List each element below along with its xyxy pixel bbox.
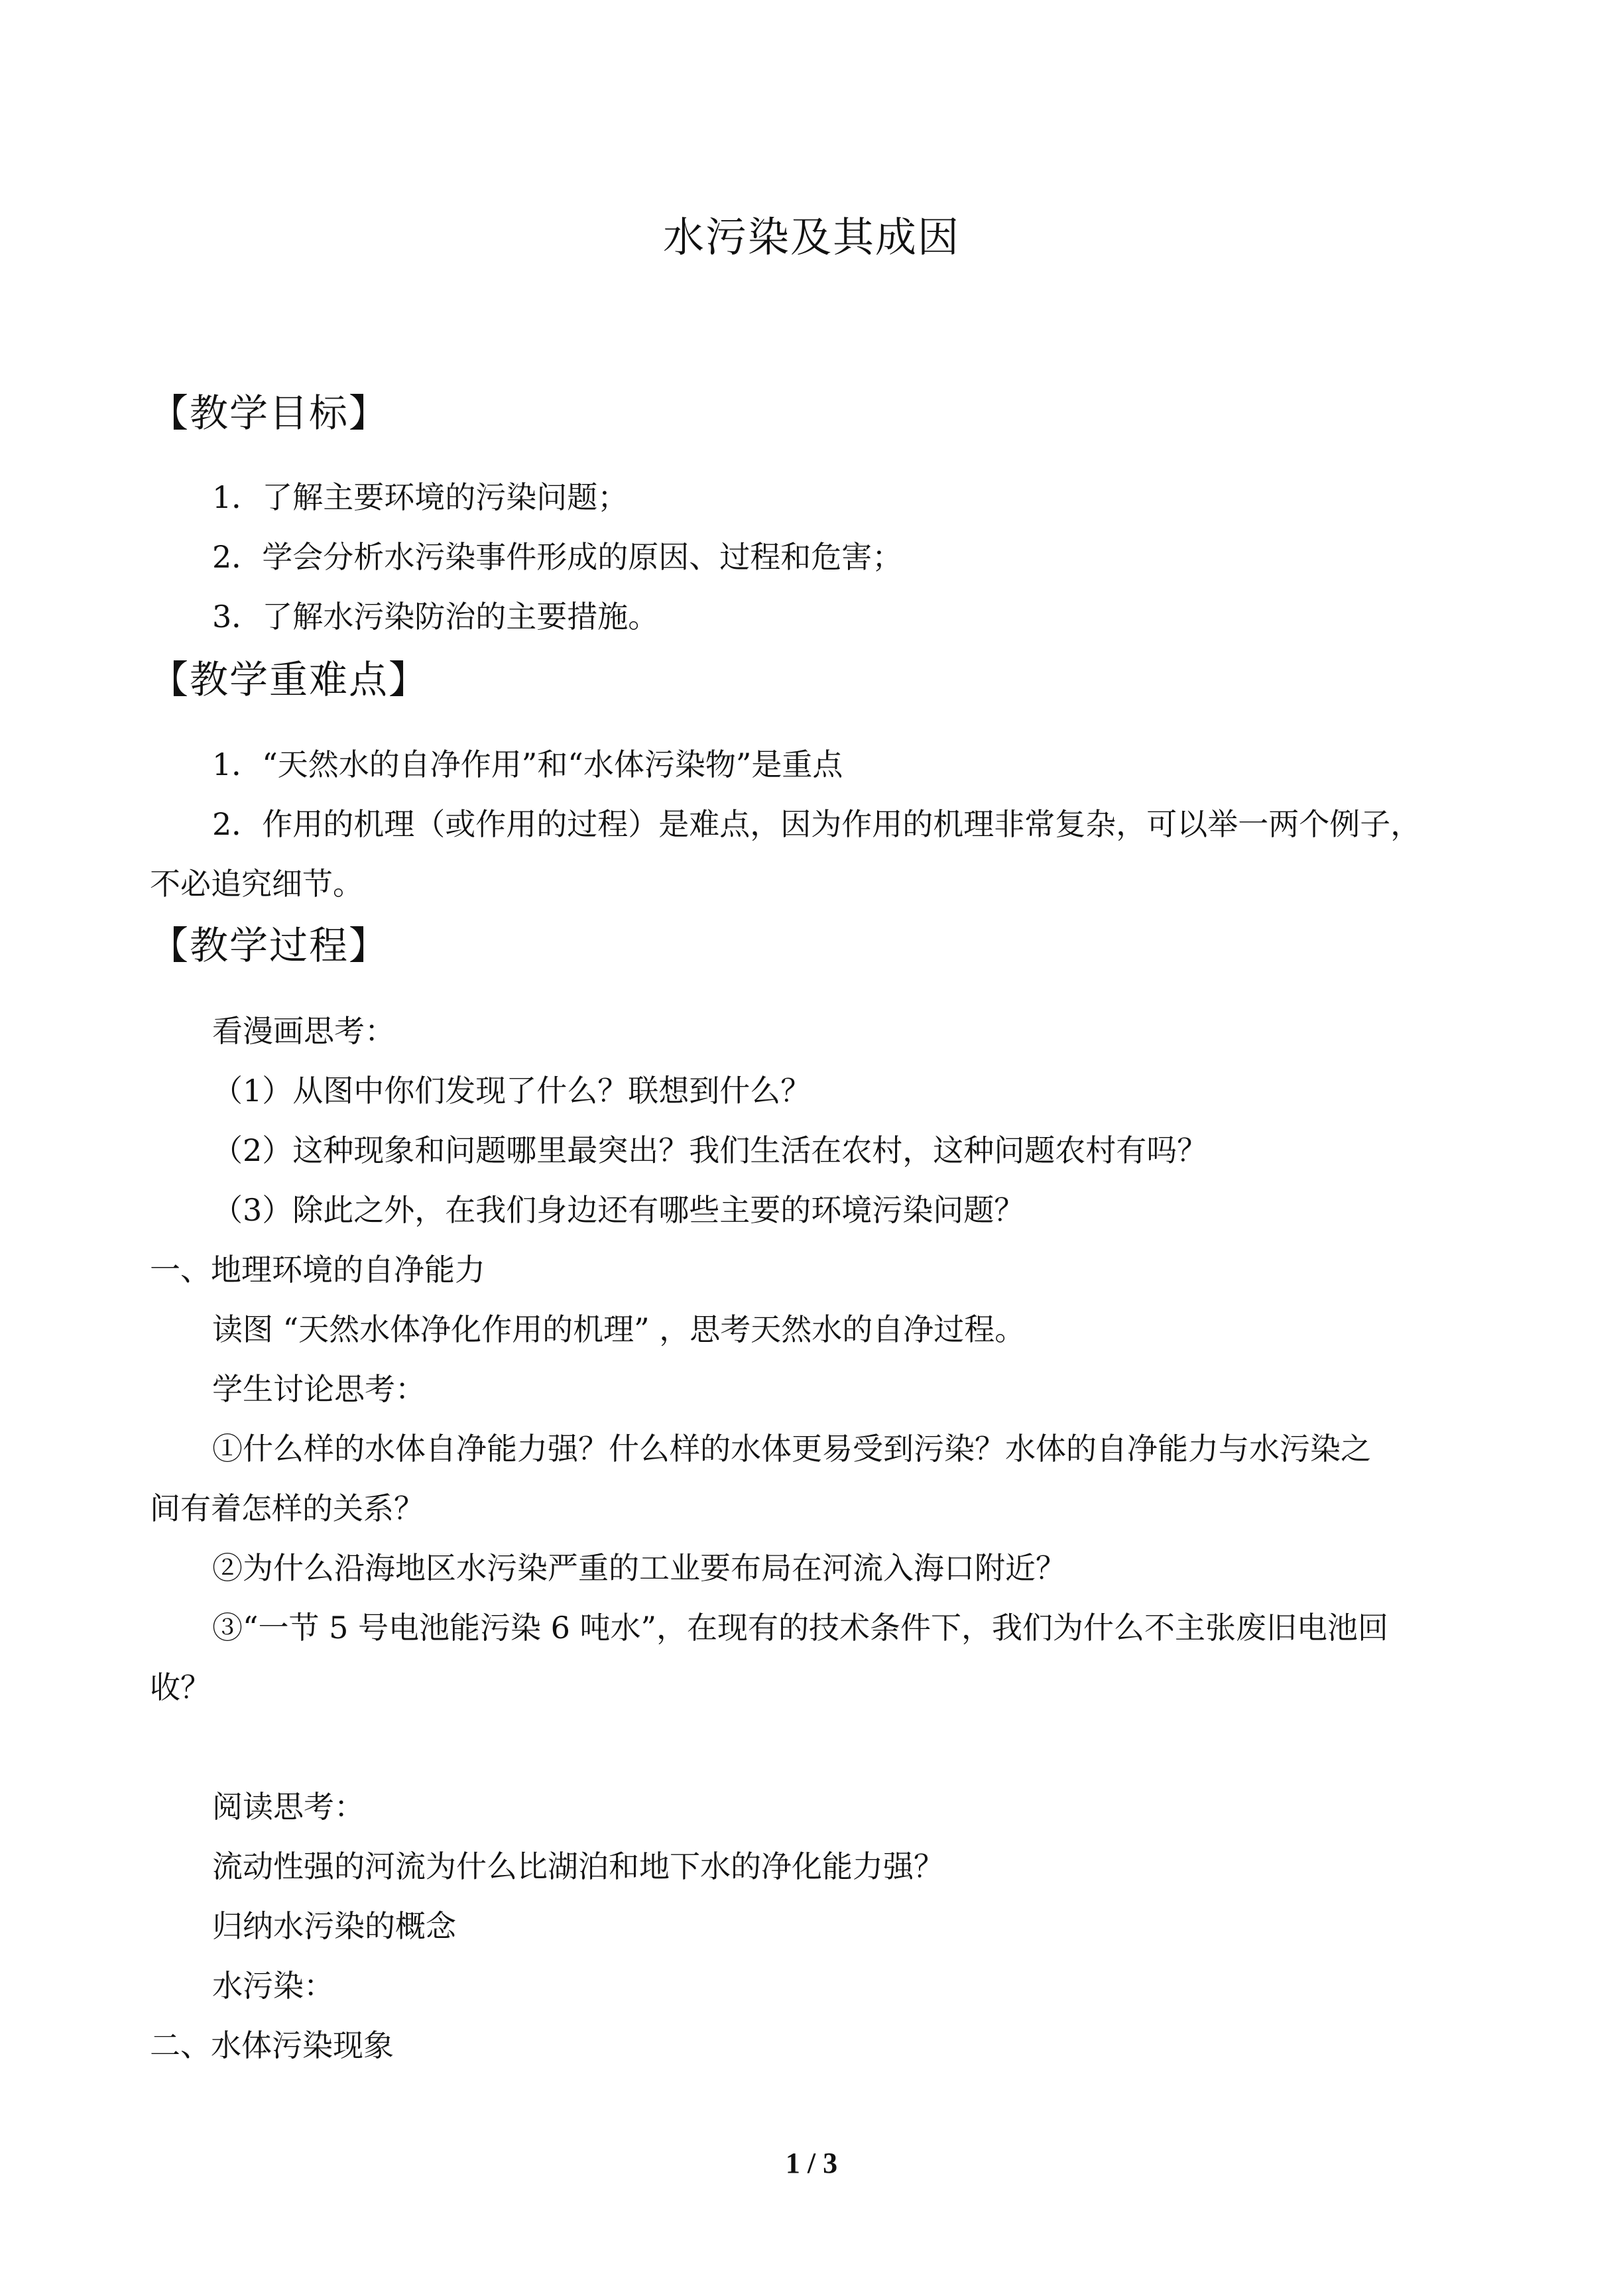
part-2-title: 二、水体污染现象 (150, 2027, 394, 2063)
comic-question-2: （2）这种现象和问题哪里最突出？我们生活在农村，这种问题农村有吗？ (212, 1132, 1208, 1168)
reading-question: 流动性强的河流为什么比湖泊和地下水的净化能力强？ (212, 1848, 944, 1884)
question-c-line-2: 收？ (150, 1669, 211, 1705)
goal-item-1: 1．了解主要环境的污染问题； (212, 479, 629, 515)
section-heading-teaching-goals: 【教学目标】 (150, 391, 389, 436)
question-a-line-2: 间有着怎样的关系？ (150, 1490, 424, 1526)
key-point-1: 1．“天然水的自净作用”和“水体污染物”是重点 (212, 747, 843, 782)
question-b: ②为什么沿海地区水污染严重的工业要布局在河流入海口附近？ (212, 1550, 1066, 1586)
comic-intro: 看漫画思考： (212, 1013, 395, 1049)
key-point-2-line-2: 不必追究细节。 (150, 866, 363, 902)
summary-prompt: 归纳水污染的概念 (212, 1908, 456, 1944)
part-1-title: 一、地理环境的自净能力 (150, 1252, 485, 1288)
comic-question-1: （1）从图中你们发现了什么？联想到什么？ (212, 1073, 812, 1109)
document-title: 水污染及其成因 (662, 213, 960, 261)
page-number: 1 / 3 (785, 2147, 838, 2179)
discussion-prompt: 学生讨论思考： (212, 1371, 426, 1407)
goal-item-3: 3．了解水污染防治的主要措施。 (212, 599, 659, 634)
comic-question-3: （3）除此之外，在我们身边还有哪些主要的环境污染问题？ (212, 1192, 1025, 1228)
question-c-line-1: ③“一节 5 号电池能污染 6 吨水”，在现有的技术条件下，我们为什么不主张废旧电池回 (212, 1610, 1389, 1646)
water-pollution-definition: 水污染： (212, 1968, 334, 2004)
goal-item-2: 2．学会分析水污染事件形成的原因、过程和危害； (212, 539, 903, 575)
read-figure-instruction: 读图 “天然水体净化作用的机理” ，思考天然水的自净过程。 (212, 1311, 1026, 1347)
key-point-2-line-1: 2．作用的机理（或作用的过程）是难点，因为作用的机理非常复杂，可以举一两个例子， (212, 806, 1421, 842)
section-heading-teaching-process: 【教学过程】 (150, 923, 389, 968)
section-heading-key-points: 【教学重难点】 (150, 657, 429, 702)
reading-prompt: 阅读思考： (212, 1789, 365, 1825)
question-a-line-1: ①什么样的水体自净能力强？什么样的水体更易受到污染？水体的自净能力与水污染之 (212, 1431, 1371, 1467)
